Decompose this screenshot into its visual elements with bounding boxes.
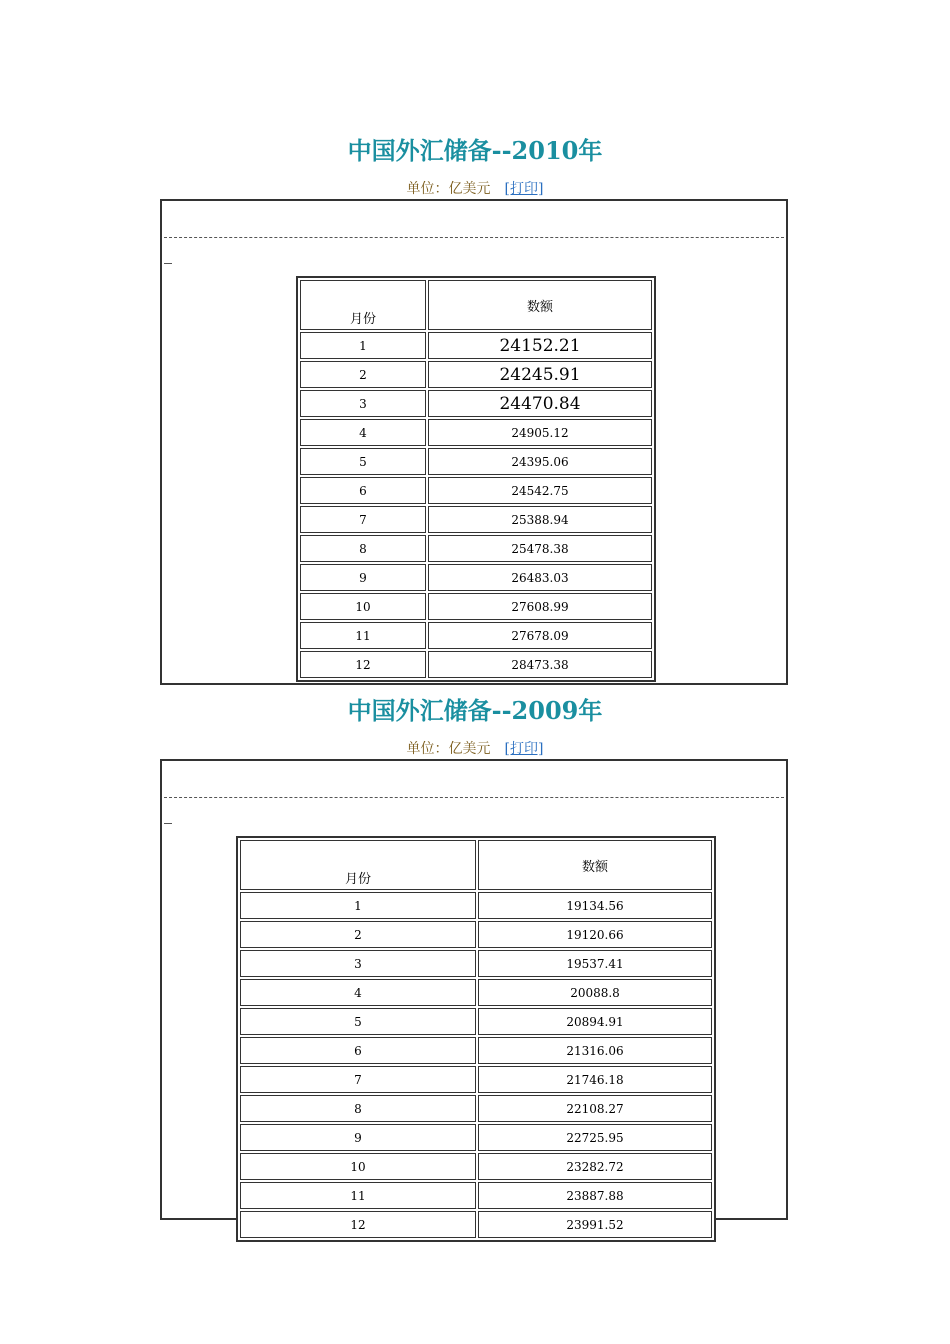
table-container-2010 (160, 199, 788, 685)
month-cell: 12 (240, 1211, 476, 1238)
amount-cell: 27608.99 (428, 593, 652, 620)
table-row (300, 390, 652, 417)
month-cell: 3 (300, 390, 426, 417)
month-cell: 12 (300, 651, 426, 678)
amount-header: 数额 (428, 280, 652, 330)
month-header: 月份 (240, 840, 476, 890)
print-link[interactable]: [打印] (504, 741, 544, 757)
table-row (240, 921, 712, 948)
amount-cell: 21316.06 (478, 1037, 712, 1064)
table-row (240, 1153, 712, 1180)
amount-cell: 27678.09 (428, 622, 652, 649)
month-cell: 11 (300, 622, 426, 649)
month-header: 月份 (300, 280, 426, 330)
table-row (300, 651, 652, 678)
print-link[interactable]: [打印] (504, 181, 544, 197)
table-row (240, 1095, 712, 1122)
table-header-row (300, 280, 652, 330)
amount-cell: 25388.94 (428, 506, 652, 533)
amount-cell: 19134.56 (478, 892, 712, 919)
table-row (300, 593, 652, 620)
amount-cell: 24245.91 (428, 361, 652, 388)
table-row (240, 950, 712, 977)
amount-cell: 24542.75 (428, 477, 652, 504)
month-cell: 7 (300, 506, 426, 533)
month-cell: 4 (300, 419, 426, 446)
table-row (240, 1008, 712, 1035)
unit-label: 单位：亿美元 (406, 181, 491, 197)
month-cell: 5 (300, 448, 426, 475)
month-cell: 2 (300, 361, 426, 388)
month-cell: 9 (300, 564, 426, 591)
amount-cell: 26483.03 (428, 564, 652, 591)
month-cell: 4 (240, 979, 476, 1006)
month-cell: 1 (240, 892, 476, 919)
table-row (300, 361, 652, 388)
table-row (240, 1182, 712, 1209)
unit-line-2010 (160, 180, 790, 198)
amount-cell: 23887.88 (478, 1182, 712, 1209)
unit-label: 单位：亿美元 (406, 741, 491, 757)
month-cell: 10 (300, 593, 426, 620)
table-row (300, 332, 652, 359)
reserves-table-2009 (236, 836, 716, 1242)
table-row (240, 1211, 712, 1238)
unit-line-2009 (160, 740, 790, 758)
amount-cell: 22725.95 (478, 1124, 712, 1151)
month-cell: 11 (240, 1182, 476, 1209)
amount-cell: 24470.84 (428, 390, 652, 417)
amount-cell: 20088.8 (478, 979, 712, 1006)
month-cell: 1 (300, 332, 426, 359)
section-title-2010: 中国外汇储备--2010年 (347, 136, 603, 165)
table-row (240, 979, 712, 1006)
month-cell: 6 (300, 477, 426, 504)
table-row (300, 535, 652, 562)
table-row (240, 892, 712, 919)
month-cell: 5 (240, 1008, 476, 1035)
month-cell: 3 (240, 950, 476, 977)
table-row (240, 1124, 712, 1151)
amount-header: 数额 (478, 840, 712, 890)
divider-tail (164, 263, 172, 264)
amount-cell: 28473.38 (428, 651, 652, 678)
month-cell: 9 (240, 1124, 476, 1151)
table-row (300, 506, 652, 533)
month-cell: 6 (240, 1037, 476, 1064)
table-row (240, 1037, 712, 1064)
table-row (300, 477, 652, 504)
amount-cell: 24905.12 (428, 419, 652, 446)
table-row (300, 448, 652, 475)
divider-tail (164, 823, 172, 824)
table-container-2009 (160, 759, 788, 1232)
amount-cell: 19120.66 (478, 921, 712, 948)
amount-cell: 23282.72 (478, 1153, 712, 1180)
table-header-row (240, 840, 712, 890)
amount-cell: 22108.27 (478, 1095, 712, 1122)
dashed-divider (164, 237, 784, 238)
table-row (240, 1066, 712, 1093)
table-row (300, 622, 652, 649)
month-cell: 10 (240, 1153, 476, 1180)
table-row (300, 419, 652, 446)
amount-cell: 24152.21 (428, 332, 652, 359)
month-cell: 2 (240, 921, 476, 948)
month-cell: 8 (240, 1095, 476, 1122)
reserves-table-2010 (296, 276, 656, 682)
dashed-divider (164, 797, 784, 798)
table-row (300, 564, 652, 591)
amount-cell: 25478.38 (428, 535, 652, 562)
section-title-2009: 中国外汇储备--2009年 (347, 696, 603, 725)
month-cell: 8 (300, 535, 426, 562)
amount-cell: 19537.41 (478, 950, 712, 977)
amount-cell: 24395.06 (428, 448, 652, 475)
amount-cell: 23991.52 (478, 1211, 712, 1238)
amount-cell: 21746.18 (478, 1066, 712, 1093)
month-cell: 7 (240, 1066, 476, 1093)
amount-cell: 20894.91 (478, 1008, 712, 1035)
